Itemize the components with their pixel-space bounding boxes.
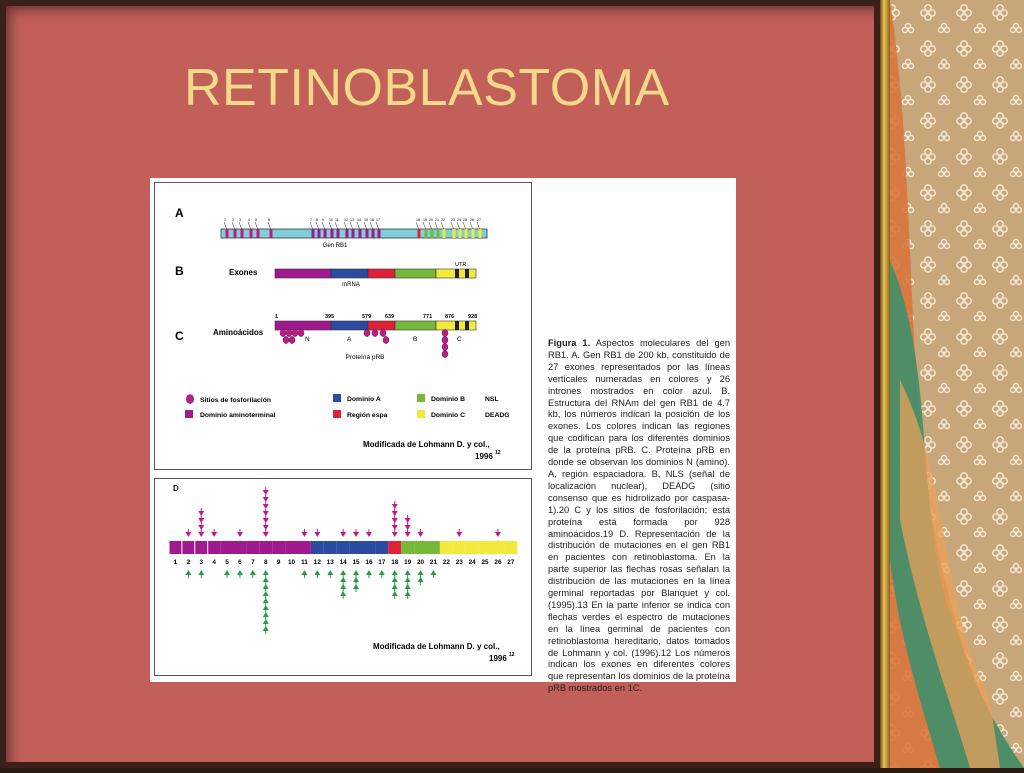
green-mutation-arrow [340, 584, 346, 589]
phospho-site [364, 329, 370, 336]
green-mutation-arrow [430, 570, 436, 575]
exon-number-a: 5 [255, 218, 257, 222]
green-mutation-arrow [263, 626, 269, 631]
exon-block-a [418, 229, 421, 238]
domain-b-letter: B [413, 336, 418, 343]
credit-abc: Modificada de Lohmann D. y col., [363, 440, 490, 449]
green-mutation-arrow [250, 570, 256, 575]
green-mutation-arrow [366, 570, 372, 575]
exon-block-a [352, 229, 355, 238]
legend-domain-b: Dominio B [431, 396, 465, 403]
d-exon-segment [259, 541, 272, 554]
d-exon-number: 13 [326, 559, 334, 566]
mrna-bar [275, 269, 476, 278]
d-exon-segment [479, 541, 492, 554]
domain-n-letter: N [305, 336, 310, 343]
aa-position: 639 [385, 314, 395, 320]
legend-amino-swatch [185, 410, 193, 418]
d-exon-segment [246, 541, 259, 554]
exon-number-a: 13 [350, 218, 354, 222]
domain-c-letter: C [457, 336, 462, 343]
green-mutation-arrow [353, 584, 359, 589]
pink-mutation-arrow [405, 518, 411, 523]
credit-abc-ref: 12 [495, 450, 501, 456]
exon-number-a: 20 [429, 218, 433, 222]
d-exon-segment [311, 541, 324, 554]
phospho-site [380, 329, 386, 336]
pink-mutation-arrow [198, 525, 204, 530]
exon-number-a: 4 [248, 218, 250, 222]
floral-pattern-image [880, 0, 1024, 768]
green-mutation-arrow [405, 577, 411, 582]
aminoacidos-label: Aminoácidos [213, 328, 264, 337]
green-mutation-arrow [353, 577, 359, 582]
germline-mutations-pink-arrows [185, 487, 501, 537]
d-exon-segment [388, 541, 401, 554]
pink-mutation-arrow [198, 532, 204, 537]
green-mutation-arrow [327, 570, 333, 575]
pink-mutation-arrow [237, 532, 243, 537]
pink-mutation-arrow [263, 497, 269, 502]
d-exon-number: 6 [238, 559, 242, 566]
d-exon-number: 2 [186, 559, 191, 566]
exon-number-a: 23 [451, 218, 455, 222]
exon-number-a: 3 [239, 218, 241, 222]
exon-number-a: 21 [435, 218, 439, 222]
d-exon-segment [169, 541, 182, 554]
green-mutation-arrow [340, 570, 346, 575]
slide-title: RETINOBLASTOMA [184, 59, 670, 117]
pink-mutation-arrow [198, 511, 204, 516]
pink-mutation-arrow [185, 532, 191, 537]
label-a: A [175, 206, 184, 220]
phospho-site [383, 336, 389, 343]
d-exon-number: 23 [455, 559, 463, 566]
figure-image [150, 178, 736, 694]
aa-position: 579 [362, 314, 372, 320]
exon-block-a [337, 229, 340, 238]
exon-number-a: 11 [335, 218, 339, 222]
pink-mutation-arrow [405, 532, 411, 537]
label-b: B [175, 264, 184, 278]
pink-mutation-arrow [392, 518, 398, 523]
decorative-side-panel [880, 0, 1024, 768]
d-exon-segment [324, 541, 337, 554]
aa-position: 771 [423, 314, 433, 320]
credit-abc-year: 1996 [475, 452, 493, 461]
green-mutation-arrow [263, 584, 269, 589]
exon-number-a: 26 [470, 218, 474, 222]
d-exon-number: 9 [276, 559, 281, 566]
d-exon-number: 11 [301, 559, 308, 566]
green-mutation-arrow [418, 570, 424, 575]
exon-block-a [459, 229, 462, 238]
d-exon-number: 24 [468, 559, 476, 566]
exon-block-a [472, 229, 475, 238]
d-exon-segment [363, 541, 376, 554]
pink-mutation-arrow [392, 511, 398, 516]
pink-mutation-arrow [263, 532, 269, 537]
green-mutation-arrow [405, 584, 411, 589]
d-exon-segment [453, 541, 466, 554]
green-mutation-arrow [263, 619, 269, 624]
figure-caption [548, 338, 730, 695]
mutation-exon-bar [169, 541, 517, 554]
legend-spacer-swatch [333, 410, 341, 418]
exon-block-a [312, 229, 315, 238]
phospho-site [372, 329, 378, 336]
exon-number-a: 17 [376, 218, 380, 222]
caption-text: Aspectos moleculares del gen RB1. A. Gen RB1 de 200 kb, constituido de 27 exones representados por las líneas verticales numeradas en colores y 26 intrones mostrados en color azul. B. Estructura del RNAm del gen RB1 de 4.7 kb, los números indican la posición de los exones. Los colores indican las regiones que codifican para los diferentes dominios de la proteína pRB. C. Proteína pRB en donde se observan los dominios N (amino). A, región espaciadora. B, NLS (señal de localización nuclear), DEADG (sitio consenso que es hidrolizado por caspasa-1).20 C y los sitios de fosforilación; esta proteína está formada por 928 aminoácidos.19 D. Representación de la distribución de mutaciones en el gen RB1 en pacientes con retinoblastoma. En la parte superior las flechas rosas señalan la distribución de las mutaciones en la línea germinal reportadas por Blanquet y col. (1995).13 En la parte inferior se indica con flechas verdes el espectro de mutaciones en la línea germinal de pacientes con retinoblastoma hereditario, datos tomados de Lohmann y col. (1996).12 Los números indican los exones en diferentes colores que representan los dominios de la proteína pRB mostrados en 1C. [548, 338, 730, 694]
green-mutation-arrow [392, 591, 398, 596]
exon-block-a [431, 229, 434, 238]
figure-panel-abc [154, 182, 532, 470]
green-mutation-arrow [237, 570, 243, 575]
pink-mutation-arrow [392, 532, 398, 537]
legend-domain-a: Dominio A [347, 396, 381, 403]
exon-block-a [331, 229, 334, 238]
exon-block-a [346, 229, 349, 238]
exon-number-a: 19 [423, 218, 427, 222]
phospho-site [280, 329, 286, 336]
exon-number-a: 10 [329, 218, 333, 222]
pink-mutation-arrow [263, 490, 269, 495]
exon-block-a [359, 229, 362, 238]
pink-mutation-arrow [418, 532, 424, 537]
legend-phospho: Sitios de fosforilación [200, 397, 271, 404]
label-c: C [175, 329, 184, 343]
legend-deadg: DEADG [485, 412, 510, 419]
green-mutation-arrow [185, 570, 191, 575]
pink-mutation-arrow [392, 504, 398, 509]
legend-domain-c: Dominio C [431, 412, 465, 419]
pink-mutation-arrow [366, 532, 372, 537]
phospho-site [442, 336, 448, 343]
d-exon-number: 25 [481, 559, 489, 566]
exon-number-a: 25 [463, 218, 467, 222]
exon-block-a [443, 229, 446, 238]
exon-block-a [250, 229, 253, 238]
legend-c-swatch [417, 410, 425, 418]
green-mutation-arrow [301, 570, 307, 575]
green-mutation-arrow [392, 584, 398, 589]
exones-label: Exones [229, 268, 258, 277]
phospho-site [442, 350, 448, 357]
legend-b-swatch [417, 394, 425, 402]
exon-number-a: 1 [224, 218, 226, 222]
exon-block-a [241, 229, 244, 238]
d-exon-number: 18 [391, 559, 399, 566]
green-mutation-arrow [263, 577, 269, 582]
phospho-site [286, 329, 292, 336]
pink-mutation-arrow [211, 532, 217, 537]
green-mutation-arrow [263, 591, 269, 596]
credit-d-ref: 12 [509, 652, 515, 658]
d-exon-number: 4 [212, 559, 216, 566]
pink-mutation-arrow [198, 518, 204, 523]
d-exon-segment [401, 541, 414, 554]
d-exon-segment [440, 541, 453, 554]
green-mutation-arrow [405, 591, 411, 596]
exon-block-a [378, 229, 381, 238]
d-exon-segment [208, 541, 221, 554]
d-exon-segment [285, 541, 298, 554]
exon-block-a [270, 229, 273, 238]
pink-mutation-arrow [456, 532, 462, 537]
d-exon-number: 27 [507, 559, 515, 566]
green-mutation-arrow [314, 570, 320, 575]
d-exon-number: 14 [339, 559, 347, 566]
d-exon-number: 5 [225, 559, 229, 566]
d-exon-number: 19 [404, 559, 412, 566]
green-mutation-arrow [263, 598, 269, 603]
green-mutation-arrow [418, 577, 424, 582]
pink-mutation-arrow [392, 525, 398, 530]
protein-bar [275, 321, 476, 330]
aa-position: 395 [325, 314, 335, 320]
green-mutation-arrow [263, 612, 269, 617]
exon-block-a [479, 229, 482, 238]
d-exon-number: 3 [199, 559, 204, 566]
d-exon-segment [466, 541, 479, 554]
green-mutation-arrow [392, 570, 398, 575]
exon-block-a [257, 229, 260, 238]
d-exon-segment [375, 541, 388, 554]
exon-block-a [453, 229, 456, 238]
legend-amino-domain: Dominio aminoterminal [200, 412, 276, 419]
legend-spacer: Región espa [347, 412, 388, 419]
exon-number-a: 24 [457, 218, 461, 222]
exon-block-a [234, 229, 237, 238]
caption-fig-label: Figura 1. [548, 338, 591, 348]
exon-number-a: 12 [344, 218, 348, 222]
green-mutation-arrow [340, 577, 346, 582]
exon-number-a: 8 [316, 218, 318, 222]
d-exon-number: 12 [313, 559, 321, 566]
mrna-label: mRNA [342, 282, 360, 288]
green-mutation-arrow [392, 577, 398, 582]
green-mutation-arrow [263, 605, 269, 610]
d-exon-segment [350, 541, 363, 554]
pink-mutation-arrow [263, 511, 269, 516]
hereditary-mutations-green-arrows [185, 570, 436, 634]
domain-a-letter: A [347, 336, 352, 343]
d-exon-segment [298, 541, 311, 554]
aa-position-numbers [275, 314, 477, 320]
d-exon-number: 22 [442, 559, 450, 566]
phospho-site [283, 336, 289, 343]
phospho-site [442, 329, 448, 336]
green-mutation-arrow [405, 570, 411, 575]
pink-mutation-arrow [495, 532, 501, 537]
figure-panel-d [154, 478, 532, 676]
d-exon-numbers [174, 559, 515, 566]
phospho-site [442, 343, 448, 350]
legend-phospho-symbol [186, 395, 193, 404]
exon-block-a [226, 229, 229, 238]
exon-number-a: 16 [370, 218, 374, 222]
aa-position: 1 [275, 314, 279, 320]
exon-number-a: 22 [441, 218, 445, 222]
pink-mutation-arrow [314, 532, 320, 537]
d-exon-number: 7 [251, 559, 255, 566]
green-mutation-arrow [353, 570, 359, 575]
exon-number-a: 6 [268, 218, 270, 222]
green-mutation-arrow [340, 591, 346, 596]
credit-d: Modificada de Lohmann D. y col., [373, 642, 500, 651]
utr-label: UTR [455, 262, 467, 268]
label-d: D [173, 484, 179, 493]
exon-number-a: 27 [477, 218, 481, 222]
exon-block-a [465, 229, 468, 238]
green-mutation-arrow [224, 570, 230, 575]
d-exon-segment [492, 541, 505, 554]
pink-mutation-arrow [263, 504, 269, 509]
phospho-site [289, 336, 295, 343]
d-exon-number: 26 [494, 559, 502, 566]
credit-d-year: 1996 [489, 654, 507, 663]
aa-position: 928 [468, 314, 478, 320]
d-exon-number: 17 [378, 559, 386, 566]
phospho-site [292, 329, 298, 336]
d-exon-segment [195, 541, 208, 554]
panel-d-diagram [155, 479, 531, 675]
pink-mutation-arrow [353, 532, 359, 537]
phospho-site [298, 329, 304, 336]
d-exon-number: 16 [365, 559, 373, 566]
exon-block-a [366, 229, 369, 238]
pink-mutation-arrow [340, 532, 346, 537]
protein-label: Proteína pRB [345, 354, 385, 361]
d-exon-segment [414, 541, 427, 554]
aa-position: 876 [445, 314, 455, 320]
pink-mutation-arrow [405, 525, 411, 530]
d-exon-segment [504, 541, 517, 554]
d-exon-number: 21 [429, 559, 438, 566]
d-exon-segment [234, 541, 247, 554]
exon-block-a [324, 229, 327, 238]
d-exon-number: 20 [416, 559, 425, 566]
green-mutation-arrow [263, 570, 269, 575]
d-exon-number: 15 [352, 559, 360, 566]
pink-mutation-arrow [263, 525, 269, 530]
d-exon-segment [337, 541, 350, 554]
exon-block-a [372, 229, 375, 238]
exon-number-a: 15 [364, 218, 368, 222]
exon-number-a: 7 [310, 218, 312, 222]
exon-block-a [437, 229, 440, 238]
green-mutation-arrow [379, 570, 385, 575]
exon-numbers-a [224, 218, 481, 222]
d-exon-number: 1 [173, 559, 178, 566]
panel-abc-diagram [155, 183, 531, 469]
exon-block-a [425, 229, 428, 238]
exon-number-a: 9 [322, 218, 324, 222]
d-exon-number: 10 [287, 559, 296, 566]
d-exon-number: 8 [263, 559, 268, 566]
d-exon-segment [221, 541, 234, 554]
d-exon-segment [182, 541, 195, 554]
d-exon-segment [272, 541, 285, 554]
exon-number-a: 18 [416, 218, 420, 222]
legend-a-swatch [333, 394, 341, 402]
legend-nsl: NSL [485, 396, 499, 403]
gene-label: Gen RB1 [322, 243, 348, 249]
pink-mutation-arrow [301, 532, 307, 537]
green-mutation-arrow [198, 570, 204, 575]
exon-number-a: 2 [232, 218, 234, 222]
exon-block-a [318, 229, 321, 238]
pink-mutation-arrow [263, 518, 269, 523]
d-exon-segment [427, 541, 440, 554]
exon-number-a: 14 [357, 218, 361, 222]
